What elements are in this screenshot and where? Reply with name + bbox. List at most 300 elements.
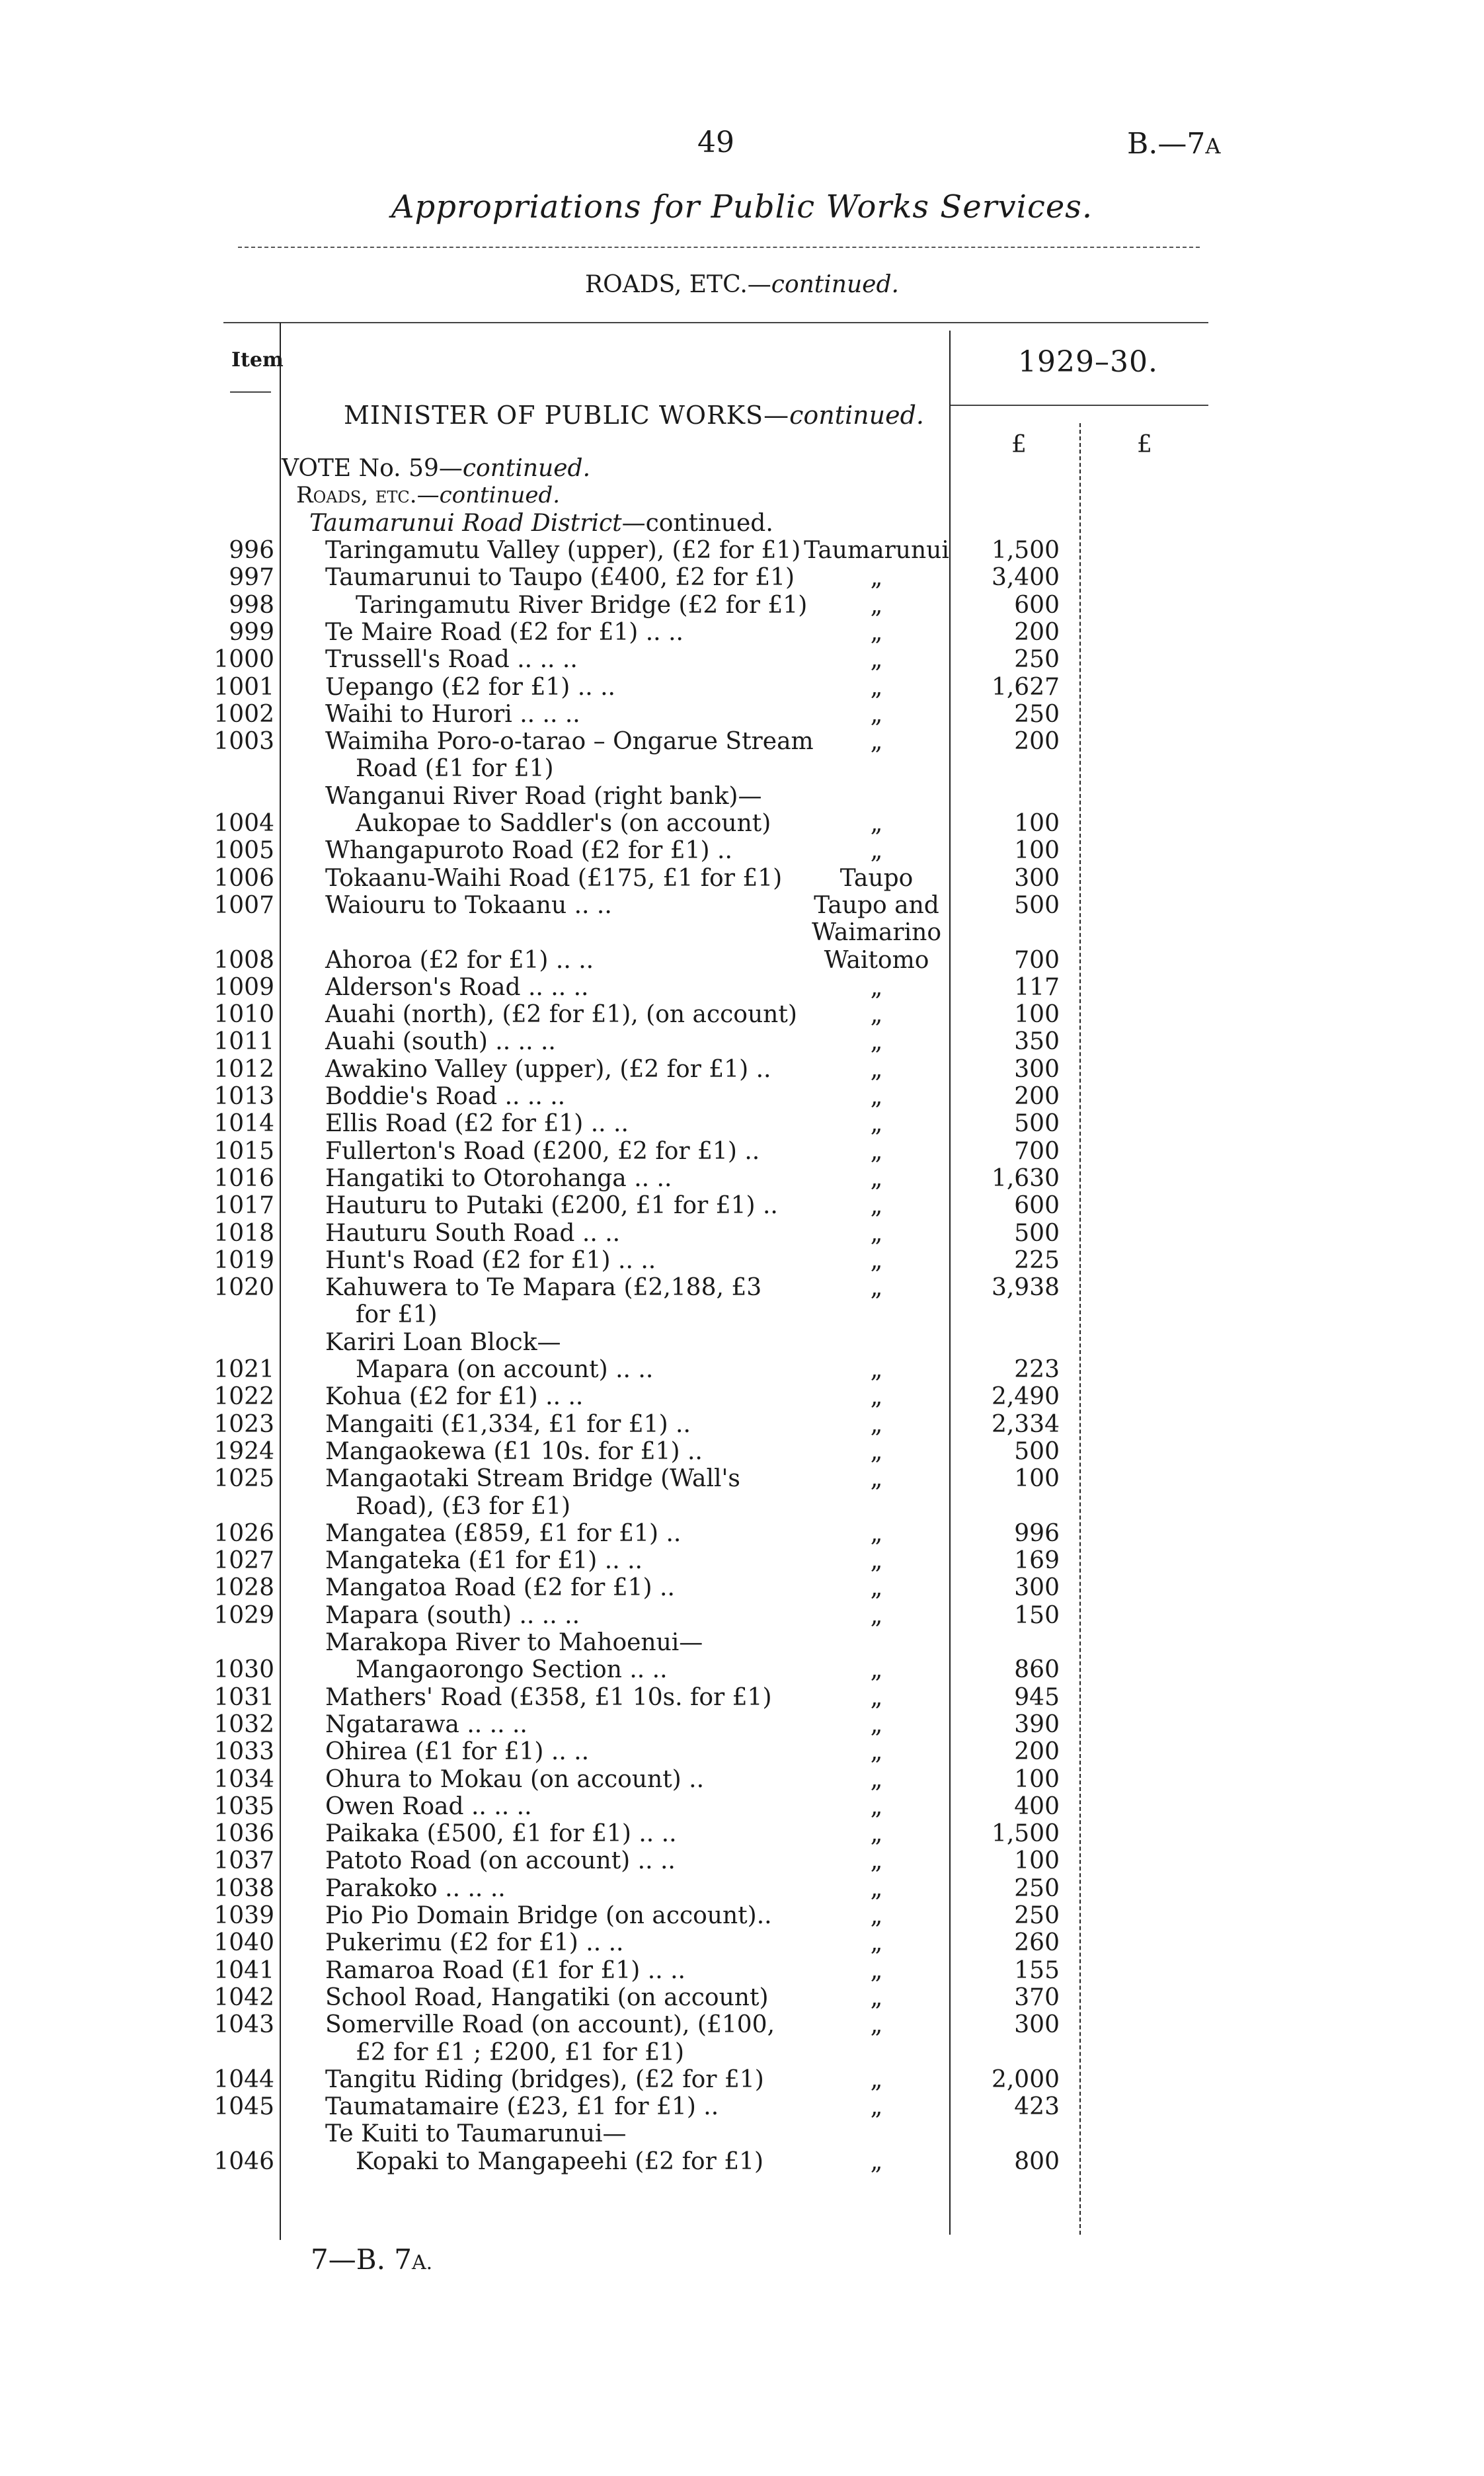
item-number: 1027 [214, 1547, 274, 1575]
item-description: Ngatarawa .. .. .. [325, 1710, 527, 1738]
item-description: for £1) [356, 1301, 438, 1329]
item-district: „ [870, 2093, 883, 2121]
item-amount: 100 [1014, 1001, 1060, 1029]
item-district: „ [870, 2065, 883, 2093]
table-row [0, 1684, 1484, 1711]
item-description: Tangitu Riding (bridges), (£2 for £1) [325, 2065, 764, 2093]
item-amount: 100 [1014, 1847, 1060, 1875]
item-amount: 300 [1014, 2011, 1060, 2039]
item-amount: 1,500 [991, 537, 1060, 564]
item-amount: 250 [1014, 1874, 1060, 1902]
item-number: 1016 [214, 1164, 274, 1192]
item-district: „ [870, 1547, 883, 1575]
item-number: 998 [229, 591, 274, 619]
table-row [0, 947, 1484, 974]
item-description: Taumatamaire (£23, £1 for £1) .. [325, 2093, 719, 2121]
item-district: „ [870, 1956, 883, 1984]
item-description: Waiouru to Tokaanu .. .. [325, 891, 612, 919]
item-description: Pio Pio Domain Bridge (on account).. [325, 1902, 772, 1929]
item-description: Paikaka (£500, £1 for £1) .. .. [325, 1820, 677, 1848]
item-amount: 1,627 [991, 673, 1060, 701]
table-row [0, 1438, 1484, 1465]
table-row [0, 1465, 1484, 1492]
table-row [0, 1356, 1484, 1383]
item-description: Road (£1 for £1) [356, 755, 554, 783]
item-number: 1020 [214, 1274, 274, 1302]
item-district: „ [870, 1083, 883, 1110]
item-column-header: Item [231, 348, 284, 372]
item-amount: 945 [1014, 1683, 1060, 1711]
item-amount: 200 [1014, 1738, 1060, 1766]
item-amount: 400 [1014, 1792, 1060, 1820]
item-number: 1039 [214, 1902, 274, 1929]
table-row [0, 1656, 1484, 1683]
item-description: Boddie's Road .. .. .. [325, 1083, 566, 1110]
item-district: „ [870, 973, 883, 1001]
signature-main: 7—B. 7 [311, 2243, 412, 2276]
table-row [0, 1902, 1484, 1929]
item-district: „ [870, 1246, 883, 1274]
item-amount: 169 [1014, 1547, 1060, 1575]
item-number: 1046 [214, 2147, 274, 2175]
item-number: 999 [229, 618, 274, 646]
item-amount: 350 [1014, 1028, 1060, 1056]
item-district: „ [870, 618, 883, 646]
item-description: Te Maire Road (£2 for £1) .. .. [325, 618, 683, 646]
item-amount: 200 [1014, 1083, 1060, 1110]
item-number: 1021 [214, 1356, 274, 1383]
table-row [0, 1547, 1484, 1574]
item-amount: 117 [1014, 973, 1060, 1001]
item-district: „ [870, 1465, 883, 1493]
item-description: Patoto Road (on account) .. .. [325, 1847, 676, 1875]
item-description: Taumarunui to Taupo (£400, £2 for £1) [325, 564, 795, 592]
table-row [0, 2039, 1484, 2066]
item-number: 1041 [214, 1956, 274, 1984]
table-row [0, 1383, 1484, 1410]
minister-text: MINISTER OF PUBLIC WORKS— [344, 401, 790, 430]
item-amount: 200 [1014, 618, 1060, 646]
vote-continued: continued. [462, 455, 591, 482]
district-continued: —continued. [621, 510, 773, 537]
page-number: 49 [697, 126, 734, 159]
table-row [0, 837, 1484, 864]
item-description: Waihi to Hurori .. .. .. [325, 700, 580, 728]
roads-text: Roads, etc.— [296, 482, 440, 508]
item-amount: 150 [1014, 1601, 1060, 1629]
table-row [0, 2093, 1484, 2120]
item-district: „ [870, 1028, 883, 1056]
item-amount: 250 [1014, 700, 1060, 728]
item-description: Tokaanu-Waihi Road (£175, £1 for £1) [325, 864, 783, 892]
item-district: „ [870, 1792, 883, 1820]
item-amount: 800 [1014, 2147, 1060, 2175]
item-amount: 100 [1014, 810, 1060, 837]
table-row [0, 974, 1484, 1001]
district-heading [309, 510, 773, 537]
item-description: Mangateka (£1 for £1) .. .. [325, 1547, 643, 1575]
item-district: „ [870, 646, 883, 674]
item-district: „ [870, 1164, 883, 1192]
item-description: Kariri Loan Block— [325, 1328, 561, 1356]
item-amount: 600 [1014, 1192, 1060, 1220]
item-amount: 423 [1014, 2093, 1060, 2121]
item-number: 1002 [214, 700, 274, 728]
item-description: Aukopae to Saddler's (on account) [356, 810, 771, 837]
item-amount: 3,400 [991, 564, 1060, 592]
year-column-header: 1929–30. [1018, 345, 1158, 379]
item-district: „ [870, 1929, 883, 1957]
item-description: Ahoroa (£2 for £1) .. .. [325, 946, 594, 974]
item-number: 1009 [214, 973, 274, 1001]
item-amount: 300 [1014, 1574, 1060, 1602]
table-row [0, 1301, 1484, 1328]
item-amount: 2,000 [991, 2065, 1060, 2093]
item-number: 1017 [214, 1192, 274, 1220]
item-description: Mapara (on account) .. .. [356, 1356, 654, 1383]
item-district: Waitomo [824, 946, 929, 974]
item-number: 1040 [214, 1929, 274, 1957]
signature-mark [311, 2243, 432, 2276]
table-row [0, 1220, 1484, 1247]
item-district: „ [870, 1710, 883, 1738]
item-amount: 225 [1014, 1246, 1060, 1274]
table-row [0, 2120, 1484, 2147]
item-description: Ellis Road (£2 for £1) .. .. [325, 1110, 629, 1138]
item-number: 996 [229, 537, 274, 564]
item-description: Auahi (south) .. .. .. [325, 1028, 556, 1056]
item-district: „ [870, 673, 883, 701]
item-amount: 155 [1014, 1956, 1060, 1984]
table-row [0, 1793, 1484, 1820]
item-description: Wanganui River Road (right bank)— [325, 782, 762, 810]
item-district: „ [870, 2147, 883, 2175]
table-row [0, 1957, 1484, 1984]
item-description: Ohura to Mokau (on account) .. [325, 1765, 705, 1793]
item-district: „ [870, 1437, 883, 1465]
item-district: „ [870, 1383, 883, 1411]
item-district: „ [870, 564, 883, 592]
item-amount: 2,334 [991, 1410, 1060, 1438]
item-description: Mangaotaki Stream Bridge (Wall's [325, 1465, 740, 1493]
item-description: Ramaroa Road (£1 for £1) .. .. [325, 1956, 685, 1984]
item-description: Alderson's Road .. .. .. [325, 973, 589, 1001]
table-row [0, 1738, 1484, 1765]
item-description: Awakino Valley (upper), (£2 for £1) .. [325, 1055, 771, 1083]
table-row [0, 1929, 1484, 1956]
item-number: 1037 [214, 1847, 274, 1875]
item-description: Waimiha Poro-o-tarao – Ongarue Stream [325, 728, 814, 756]
table-row [0, 1411, 1484, 1438]
item-district: „ [870, 1055, 883, 1083]
item-amount: 250 [1014, 1902, 1060, 1929]
item-number: 1014 [214, 1110, 274, 1138]
item-amount: 370 [1014, 1983, 1060, 2011]
subtitle-main: ROADS, ETC.— [585, 271, 771, 298]
item-description: Ohirea (£1 for £1) .. .. [325, 1738, 590, 1766]
minister-heading [344, 401, 924, 430]
table-row [0, 537, 1484, 564]
item-district: „ [870, 1356, 883, 1383]
item-description: Marakopa River to Mahoenui— [325, 1629, 703, 1656]
item-number: 1035 [214, 1792, 274, 1820]
table-row [0, 1192, 1484, 1219]
item-description: Mangatoa Road (£2 for £1) .. [325, 1574, 675, 1602]
pound-total-column-header: £ [1137, 431, 1152, 458]
document-reference-suffix: A [1205, 134, 1221, 159]
item-district: „ [870, 1765, 883, 1793]
item-description: Fullerton's Road (£200, £2 for £1) .. [325, 1137, 760, 1165]
item-description: Taringamutu Valley (upper), (£2 for £1) [325, 537, 801, 564]
item-amount: 1,630 [991, 1164, 1060, 1192]
item-description: Auahi (north), (£2 for £1), (on account) [325, 1001, 797, 1029]
table-row [0, 1711, 1484, 1738]
item-number: 1045 [214, 2093, 274, 2121]
table-row [0, 728, 1484, 755]
item-description: Taringamutu River Bridge (£2 for £1) [356, 591, 808, 619]
item-description: Mangaokewa (£1 10s. for £1) .. [325, 1437, 703, 1465]
item-number: 1023 [214, 1410, 274, 1438]
table-row [0, 1329, 1484, 1356]
table-row [0, 1001, 1484, 1028]
table-row [0, 1766, 1484, 1793]
item-district: „ [870, 700, 883, 728]
item-description: Mangatea (£859, £1 for £1) .. [325, 1519, 682, 1547]
item-amount: 100 [1014, 1465, 1060, 1493]
item-district: „ [870, 1738, 883, 1766]
item-description: Hunt's Road (£2 for £1) .. .. [325, 1246, 656, 1274]
roads-heading [296, 482, 560, 508]
document-reference-main: B.—7 [1127, 127, 1206, 161]
item-header-rule [230, 391, 271, 393]
signature-suffix: A. [412, 2251, 433, 2274]
item-number: 1013 [214, 1083, 274, 1110]
item-district: „ [870, 1683, 883, 1711]
item-district: „ [870, 1274, 883, 1302]
item-district: „ [870, 1874, 883, 1902]
item-description: Uepango (£2 for £1) .. .. [325, 673, 615, 701]
item-district: „ [870, 2011, 883, 2039]
table-row [0, 564, 1484, 591]
item-number: 1033 [214, 1738, 274, 1766]
table-row [0, 865, 1484, 892]
item-district: „ [870, 1983, 883, 2011]
item-district: Taumarunui [804, 537, 949, 564]
table-row [0, 1520, 1484, 1547]
item-amount: 860 [1014, 1656, 1060, 1684]
item-district: „ [870, 1137, 883, 1165]
item-description: Mangaiti (£1,334, £1 for £1) .. [325, 1410, 691, 1438]
table-row [0, 783, 1484, 810]
table-row [0, 810, 1484, 837]
table-row [0, 1602, 1484, 1629]
item-number: 1034 [214, 1765, 274, 1793]
item-district: „ [870, 1410, 883, 1438]
item-amount: 100 [1014, 1765, 1060, 1793]
item-number: 1007 [214, 891, 274, 919]
item-district: „ [870, 1219, 883, 1247]
item-district: „ [870, 1601, 883, 1629]
item-amount: 260 [1014, 1929, 1060, 1957]
table-row [0, 1629, 1484, 1656]
item-description: Parakoko .. .. .. [325, 1874, 506, 1902]
item-district: „ [870, 1192, 883, 1220]
item-number: 1026 [214, 1519, 274, 1547]
table-row [0, 2011, 1484, 2038]
item-number: 1042 [214, 1983, 274, 2011]
item-amount: 700 [1014, 946, 1060, 974]
table-row [0, 1493, 1484, 1520]
item-number: 1012 [214, 1055, 274, 1083]
item-description: £2 for £1 ; £200, £1 for £1) [356, 2038, 684, 2066]
table-row [0, 892, 1484, 919]
item-amount: 996 [1014, 1519, 1060, 1547]
item-amount: 500 [1014, 1110, 1060, 1138]
item-number: 1010 [214, 1001, 274, 1029]
item-description: Somerville Road (on account), (£100, [325, 2011, 775, 2039]
item-description: Hauturu to Putaki (£200, £1 for £1) .. [325, 1192, 778, 1220]
title-divider [238, 247, 1200, 248]
item-number: 1003 [214, 728, 274, 756]
item-number: 997 [229, 564, 274, 592]
item-district: „ [870, 1656, 883, 1684]
item-district: „ [870, 1519, 883, 1547]
item-number: 1043 [214, 2011, 274, 2039]
table-row [0, 1138, 1484, 1165]
item-number: 1015 [214, 1137, 274, 1165]
item-description: Whangapuroto Road (£2 for £1) .. [325, 837, 732, 865]
item-district: Taupo [840, 864, 914, 892]
item-amount: 300 [1014, 864, 1060, 892]
table-row [0, 674, 1484, 701]
roads-continued: continued. [439, 482, 561, 508]
page-title: Appropriations for Public Works Services. [391, 188, 1093, 225]
vote-heading [282, 455, 590, 482]
item-description: Hauturu South Road .. .. [325, 1219, 621, 1247]
table-row [0, 2066, 1484, 2093]
item-description: Owen Road .. .. .. [325, 1792, 532, 1820]
item-amount: 1,500 [991, 1820, 1060, 1848]
table-row [0, 1056, 1484, 1083]
item-amount: 500 [1014, 1219, 1060, 1247]
table-row [0, 619, 1484, 646]
document-reference [1127, 127, 1220, 161]
item-description: Mathers' Road (£358, £1 10s. for £1) [325, 1683, 772, 1711]
table-row [0, 1984, 1484, 2011]
table-row [0, 1083, 1484, 1110]
item-district: Waimarino [811, 919, 942, 947]
item-amount: 200 [1014, 728, 1060, 756]
year-header-rule [951, 405, 1208, 406]
item-number: 1030 [214, 1656, 274, 1684]
item-number: 1019 [214, 1246, 274, 1274]
item-amount: 3,938 [991, 1274, 1060, 1302]
table-row [0, 1247, 1484, 1274]
table-row [0, 1847, 1484, 1874]
item-number: 1032 [214, 1710, 274, 1738]
item-description: Trussell's Road .. .. .. [325, 646, 578, 674]
item-district: „ [870, 1110, 883, 1138]
item-number: 1001 [214, 673, 274, 701]
item-number: 1011 [214, 1028, 274, 1056]
subtitle-continued: continued. [771, 271, 899, 298]
item-amount: 250 [1014, 646, 1060, 674]
item-number: 1025 [214, 1465, 274, 1493]
item-district: „ [870, 1902, 883, 1929]
item-number: 1018 [214, 1219, 274, 1247]
table-row [0, 1110, 1484, 1137]
item-district: „ [870, 837, 883, 865]
item-district: „ [870, 810, 883, 837]
item-number: 1924 [214, 1437, 274, 1465]
table-row [0, 701, 1484, 728]
minister-continued: continued. [789, 401, 924, 430]
item-district: „ [870, 591, 883, 619]
item-number: 1000 [214, 646, 274, 674]
item-number: 1004 [214, 810, 274, 837]
item-description: Mapara (south) .. .. .. [325, 1601, 580, 1629]
item-district: „ [870, 1847, 883, 1875]
item-amount: 2,490 [991, 1383, 1060, 1411]
item-number: 1044 [214, 2065, 274, 2093]
table-row [0, 1028, 1484, 1055]
item-description: Pukerimu (£2 for £1) .. .. [325, 1929, 624, 1957]
item-description: Road), (£3 for £1) [356, 1492, 571, 1520]
item-number: 1008 [214, 946, 274, 974]
table-row [0, 1574, 1484, 1601]
table-row [0, 646, 1484, 673]
item-number: 1036 [214, 1820, 274, 1848]
item-description: Te Kuiti to Taumarunui— [325, 2120, 627, 2148]
item-description: School Road, Hangatiki (on account) [325, 1983, 769, 2011]
item-description: Kahuwera to Te Mapara (£2,188, £3 [325, 1274, 762, 1302]
district-name: Taumarunui Road District [309, 510, 622, 537]
table-row [0, 592, 1484, 619]
item-amount: 500 [1014, 1437, 1060, 1465]
item-district: Taupo and [814, 891, 939, 919]
item-district: „ [870, 1820, 883, 1848]
table-row [0, 2148, 1484, 2175]
item-district: „ [870, 1001, 883, 1029]
item-number: 1038 [214, 1874, 274, 1902]
item-amount: 300 [1014, 1055, 1060, 1083]
item-district: „ [870, 1574, 883, 1602]
item-number: 1022 [214, 1383, 274, 1411]
item-description: Kohua (£2 for £1) .. .. [325, 1383, 584, 1411]
item-description: Mangaorongo Section .. .. [356, 1656, 668, 1684]
item-amount: 500 [1014, 891, 1060, 919]
table-row [0, 1875, 1484, 1902]
item-number: 1006 [214, 864, 274, 892]
item-amount: 100 [1014, 837, 1060, 865]
item-district: „ [870, 728, 883, 756]
table-row [0, 1165, 1484, 1192]
item-amount: 600 [1014, 591, 1060, 619]
item-amount: 223 [1014, 1356, 1060, 1383]
table-top-rule [223, 322, 1208, 323]
table-row [0, 1820, 1484, 1847]
table-row [0, 919, 1484, 946]
table-row [0, 1274, 1484, 1301]
section-subtitle [0, 271, 1484, 298]
item-amount: 390 [1014, 1710, 1060, 1738]
item-amount: 700 [1014, 1137, 1060, 1165]
pound-column-header: £ [1011, 431, 1027, 458]
item-description: Hangatiki to Otorohanga .. .. [325, 1164, 672, 1192]
item-number: 1005 [214, 837, 274, 865]
item-number: 1031 [214, 1683, 274, 1711]
item-number: 1028 [214, 1574, 274, 1602]
